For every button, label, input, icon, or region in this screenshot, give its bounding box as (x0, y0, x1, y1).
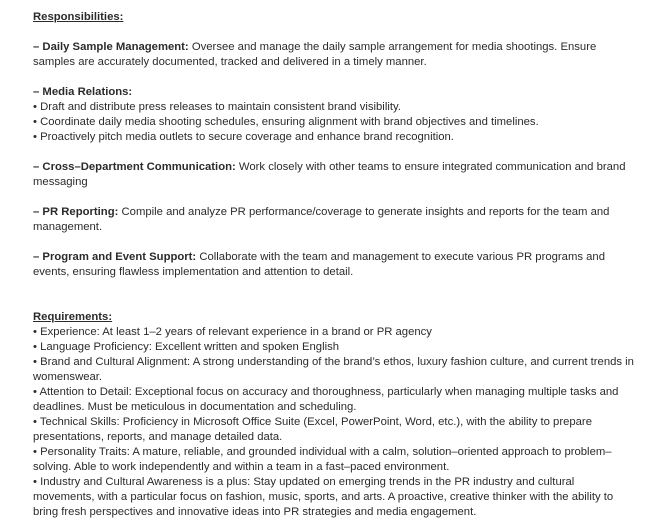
media-relations-title: – Media Relations: (33, 86, 133, 98)
requirement-item: • Experience: At least 1–2 years of relevant experience in a brand or PR agency (33, 326, 432, 338)
program-event-support-text: Collaborate with the team and management to execute various PR programs and events, ensuring flawless implementation and attention to detail. (33, 251, 605, 278)
program-event-support-paragraph (33, 250, 636, 280)
requirement-item: • Industry and Cultural Awareness is a plus: Stay updated on emerging trends in the PR industry and cultural movements, with a particular focus on fashion, music, sports, and arts. A proactive, creative thinker with the ability to bring fresh perspectives and innovative ideas into PR strategies and media engagement. (33, 476, 614, 518)
media-relations-list (33, 100, 636, 145)
list-item: • Draft and distribute press releases to maintain consistent brand visibility. (33, 101, 401, 113)
requirements-list (33, 325, 636, 520)
cross-department-paragraph (33, 160, 636, 190)
program-event-support-title: – Program and Event Support: (33, 251, 197, 263)
daily-sample-management-paragraph (33, 40, 636, 70)
requirement-item: • Attention to Detail: Exceptional focus on accuracy and thoroughness, particularly when managing multiple tasks and deadlines. Must be meticulous in documentation and scheduling. (33, 386, 619, 413)
list-item: • Coordinate daily media shooting schedules, ensuring alignment with brand objectives and timelines. (33, 116, 539, 128)
requirement-item: • Personality Traits: A mature, reliable, and grounded individual with a calm, solution–oriented approach to problem–solving. Able to work independently and within a team in a fast–paced environment. (33, 446, 612, 473)
pr-reporting-paragraph (33, 205, 636, 235)
list-item: • Proactively pitch media outlets to secure coverage and enhance brand recognition. (33, 131, 454, 143)
requirement-item: • Technical Skills: Proficiency in Microsoft Office Suite (Excel, PowerPoint, Word, etc.), with the ability to prepare presentations, reports, and manage detailed data. (33, 416, 592, 443)
responsibilities-heading: Responsibilities: (33, 11, 124, 23)
pr-reporting-title: – PR Reporting: (33, 206, 119, 218)
media-relations-section (33, 85, 636, 145)
cross-department-title: – Cross–Department Communication: (33, 161, 236, 173)
requirements-heading: Requirements: (33, 311, 113, 323)
requirement-item: • Brand and Cultural Alignment: A strong understanding of the brand’s ethos, luxury fashion culture, and current trends in womenswear. (33, 356, 634, 383)
requirement-item: • Language Proficiency: Excellent written and spoken English (33, 341, 340, 353)
daily-sample-management-text: Oversee and manage the daily sample arrangement for media shootings. Ensure samples are accurately documented, tracked and delivered in a timely manner. (33, 41, 597, 68)
pr-reporting-text: Compile and analyze PR performance/coverage to generate insights and reports for the team and management. (33, 206, 610, 233)
cross-department-text: Work closely with other teams to ensure integrated communication and brand messaging (33, 161, 626, 188)
daily-sample-management-title: – Daily Sample Management: (33, 41, 189, 53)
